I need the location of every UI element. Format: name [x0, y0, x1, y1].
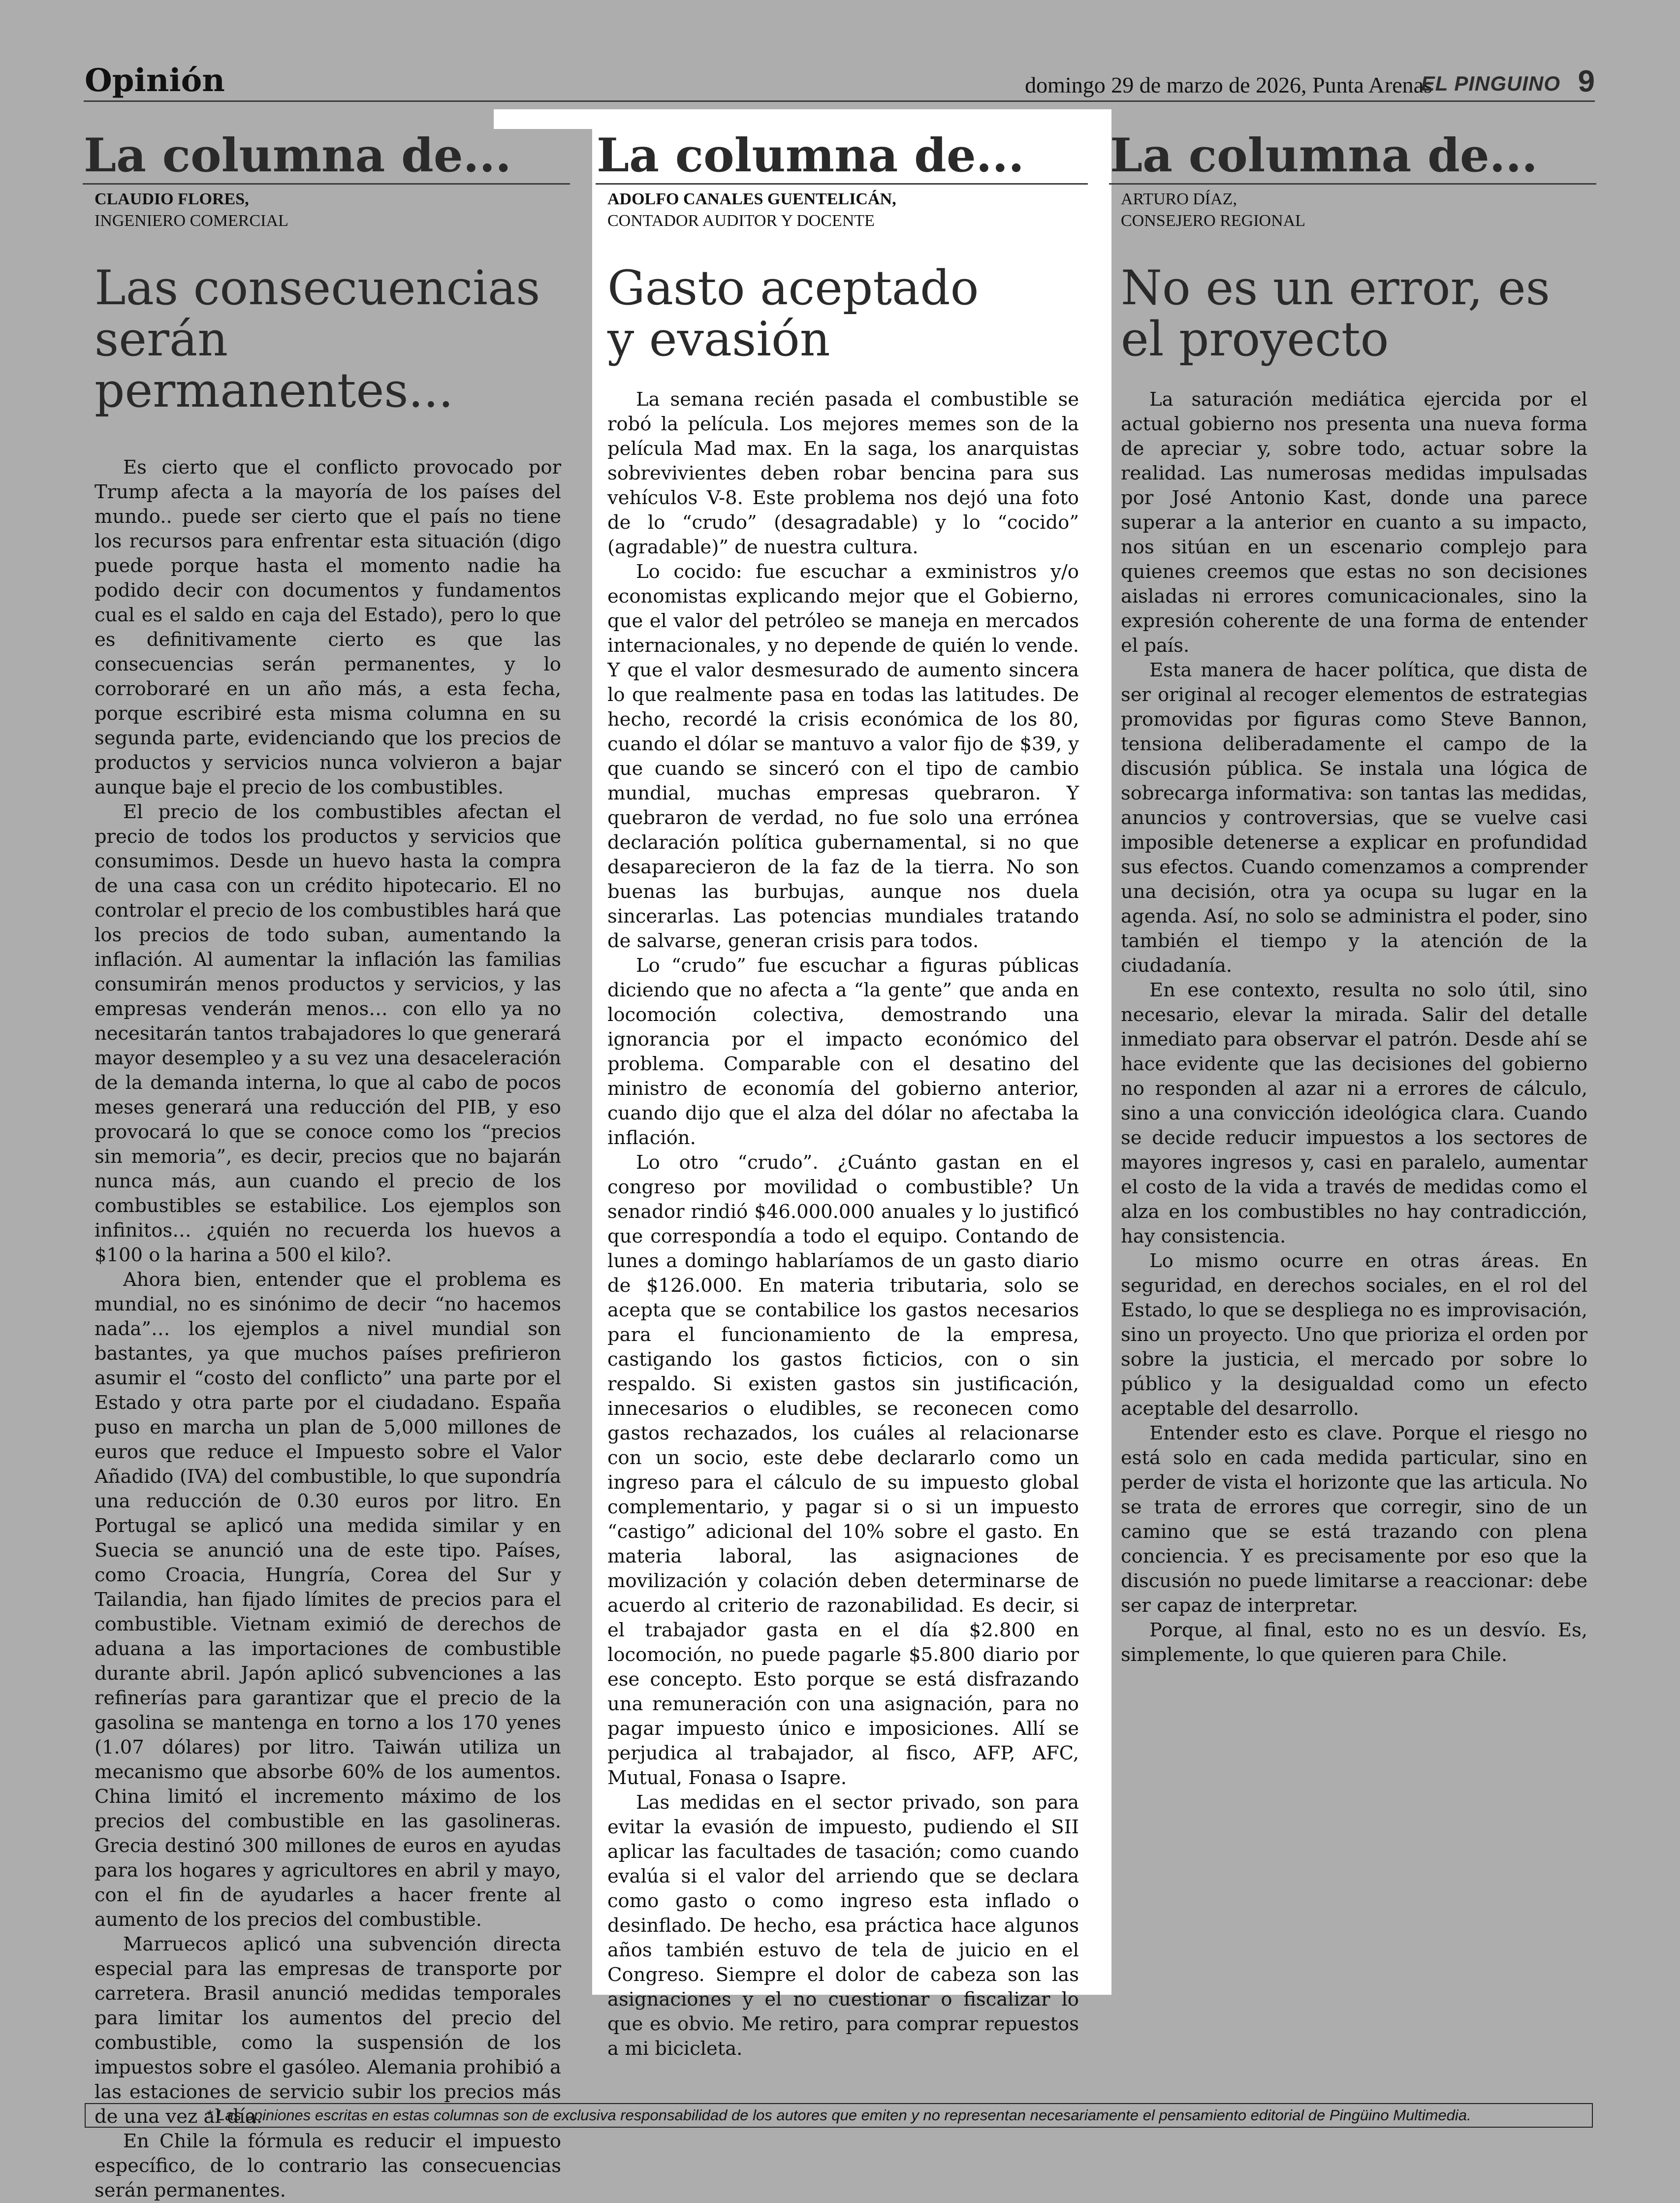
article-body	[1121, 387, 1587, 1667]
paragraph: En Chile la fórmula es reducir el impuesto específico, de lo contrario las consecuencias serán permanentes.	[95, 2130, 561, 2202]
paragraph: Esta manera de hacer política, que dista de ser original al recoger elementos de estrategias promovidas por figuras como Steve Bannon, tensiona deliberadamente el campo de la discusión pública. Se instala una lógica de sobrecarga informativa: son tantas las medidas, anuncios y controversias, que se vuelve casi imposible detenerse a explicar en profundidad sus efectos. Cuando comenzamos a comprender una decisión, otra ya ocupa su lugar en la agenda. Así, no solo se administra el poder, sino también el tiempo y la atención de la ciudadanía.	[1121, 659, 1587, 977]
column-2	[596, 128, 1088, 2061]
paragraph: La saturación mediática ejercida por el actual gobierno nos presenta una nueva forma de apreciar y, sobre todo, actuar sobre la realidad. Las numerosas medidas impulsadas por José Antonio Kast, donde una parece superar a la anterior en cuanto a su impacto, nos sitúan en un escenario complejo para quienes creemos que estas no son decisiones aisladas ni errores comunicacionales, sino la expresión coherente de una forma de entender el país.	[1121, 388, 1587, 657]
paragraph: En ese contexto, resulta no solo útil, sino necesario, elevar la mirada. Salir del detalle inmediato para observar el patrón. Desde ahí se hace evidente que las decisiones del gobierno no responden al azar ni a errores de cálculo, sino a una convicción ideológica clara. Cuando se decide reducir impuestos a los sectores de mayores ingresos y, casi en paralelo, aumentar el costo de la vida a través de medidas como el alza en los combustibles no hay contradicción, hay consistencia.	[1121, 979, 1587, 1247]
author-block	[95, 189, 570, 232]
headline: Las consecuencias serán permanentes...	[95, 260, 540, 418]
author-name: ADOLFO CANALES GUENTELICÁN,	[607, 190, 896, 208]
headline: Gasto aceptado y evasión	[607, 260, 979, 367]
paragraph: Es cierto que el conflicto provocado por Trump afecta a la mayoría de los países del mundo.. puede ser cierto que el país no tiene los recursos para enfrentar esta situación (digo puede porque hasta el momento nadie ha podido decir con documentos y fundamentos cual es el saldo en caja del Estado), pero lo que es definitivamente cierto es que las consecuencias serán permanentes, y lo corroboraré en un año más, a esta fecha, porque escribiré esta misma columna en su segunda parte, evidenciando que los precios de productos y servicios nunca volvieron a bajar aunque baje el precio de los combustibles.	[95, 456, 561, 798]
column-kicker: La columna de...	[1109, 128, 1596, 185]
article-body	[95, 455, 561, 2203]
highlight-panel-top	[494, 109, 592, 129]
column-3	[1109, 128, 1596, 1667]
column-kicker: La columna de...	[83, 128, 570, 185]
paragraph: Lo otro “crudo”. ¿Cuánto gastan en el congreso por movilidad o combustible? Un senador rindió $46.000.000 anuales y lo justificó que correspondía a todo el equipo. Contando de lunes a domingo hablaríamos de un gasto diario de $126.000. En materia tributaria, solo se acepta que se contabilice los gastos necesarios para el funcionamiento de la empresa, castigando los gastos ficticios, con o sin respaldo. Si existen gastos sin justificación, innecesarios o eludibles, se reconecen como gastos rechazados, los cuáles al relacionarse con un socio, este debe declararlo como un ingreso para el cálculo de su impuesto global complementario, y pagar si o si un impuesto “castigo” adicional del 10% sobre el gasto. En materia laboral, las asignaciones de movilización y colación deben determinarse de acuerdo al criterio de razonabilidad. Es decir, si el trabajador gasta en el día $2.800 en locomoción, no puede pagarle $5.800 diario por ese concepto. Esto porque se está disfrazando una remuneración con una asignación, para no pagar impuesto único e imposiciones. Allí se perjudica al trabajador, al fisco, AFP, AFC, Mutual, Fonasa o Isapre.	[607, 1151, 1079, 1789]
page-header	[84, 58, 1595, 102]
author-name: CLAUDIO FLORES,	[95, 190, 249, 208]
newspaper-logo: EL PINGUINO	[1421, 72, 1560, 95]
date-location: domingo 29 de marzo de 2026, Punta Arenas	[1025, 72, 1432, 97]
paragraph: La semana recién pasada el combustible se robó la película. Los mejores memes son de la película Mad max. En la saga, los anarquistas sobrevivientes deben robar bencina para sus vehículos V-8. Este problema nos dejó una foto de lo “crudo” (desagradable) y lo “cocido” (agradable)” de nuestra cultura.	[607, 388, 1079, 558]
paragraph: Lo “crudo” fue escuchar a figuras públicas diciendo que no afecta a “la gente” que anda en locomoción colectiva, demostrando una ignorancia por el impacto económico del problema. Comparable con el desatino del ministro de economía del gobierno anterior, cuando dijo que el alza del dólar no afectaba la inflación.	[607, 955, 1079, 1149]
paragraph: Lo cocido: fue escuchar a exministros y/o economistas explicando mejor que el Gobierno, que el valor del petróleo se maneja en mercados internacionales, y no depende de quién lo vende. Y que el valor desmesurado de aumento sincera lo que realmente pasa en todas las latitudes. De hecho, recordé la crisis económica de los 80, cuando el dólar se mantuvo a valor fijo de $39, y que cuando se sinceró con el tipo de cambio mundial, muchas empresas quebraron. Y quebraron de verdad, no fue solo una errónea declaración política gubernamental, si no que desaparecieron de la faz de la tierra. No son buenas las burbujas, aunque nos duela sincerarlas. Las potencias mundiales tratando de salvarse, generan crisis para todos.	[607, 561, 1079, 952]
column-kicker: La columna de...	[596, 128, 1088, 185]
headline: No es un error, es el proyecto	[1121, 260, 1550, 367]
paragraph: Las medidas en el sector privado, son para evitar la evasión de impuesto, pudiendo el SII aplicar las facultades de tasación; como cuando evalúa si el valor del arriendo que se declara como gasto o como ingreso esta inflado o desinflado. De hecho, esa práctica hace algunos años también estuvo de tela de juicio en el Congreso. Siempre el dolor de cabeza son las asignaciones y el no cuestionar o fiscalizar lo que es obvio. Me retiro, para comprar repuestos a mi bicicleta.	[607, 1791, 1079, 2060]
disclaimer-box: * Las opiniones escritas en estas columnas son de exclusiva responsabilidad de los autores que emiten y no representan necesariamente el pensamiento editorial de Pingüino Multimedia.	[85, 2103, 1593, 2128]
article-body	[607, 387, 1079, 2061]
paragraph: Marruecos aplicó una subvención directa especial para las empresas de transporte por carretera. Brasil anunció medidas temporales para limitar los aumentos del precio del combustible, como la suspensión de los impuestos sobre el gasóleo. Alemania prohibió a las estaciones de servicio subir los precios más de una vez al día.	[95, 1933, 561, 2128]
author-title: CONSEJERO REGIONAL	[1121, 212, 1305, 230]
section-title: Opinión	[85, 62, 225, 99]
author-title: CONTADOR AUDITOR Y DOCENTE	[607, 212, 875, 230]
author-title: INGENIERO COMERCIAL	[95, 212, 288, 230]
author-block	[1121, 189, 1596, 232]
page-number: 9	[1578, 64, 1595, 98]
paragraph: Lo mismo ocurre en otras áreas. En seguridad, en derechos sociales, en el rol del Estado, lo que se despliega no es improvisación, sino un proyecto. Uno que prioriza el orden por sobre la justicia, el mercado por sobre lo público y la desigualdad como un efecto aceptable del desarrollo.	[1121, 1250, 1587, 1420]
paragraph: El precio de los combustibles afectan el precio de todos los productos y servicios que consumimos. Desde un huevo hasta la compra de una casa con un crédito hipotecario. El no controlar el precio de los combustibles hará que los precios de todo suban, aumentando la inflación. Al aumentar la inflación las familias consumirán menos productos y servicios, y las empresas venderán menos… con ello ya no necesitarán tantos trabajadores lo que generará mayor desempleo y a su vez una desaceleración de la demanda interna, lo que al cabo de pocos meses generará una reducción del PIB, y eso provocará lo que se conoce como los “precios sin memoria”, es decir, precios que no bajarán nunca más, aun cuando el precio de los combustibles se estabilice. Los ejemplos son infinitos… ¿quién no recuerda los huevos a $100 o la harina a 500 el kilo?.	[95, 801, 561, 1266]
paragraph: Porque, al final, esto no es un desvío. Es, simplemente, lo que quieren para Chile.	[1121, 1619, 1587, 1666]
author-block	[607, 189, 1088, 232]
column-1	[83, 128, 570, 2203]
paragraph: Ahora bien, entender que el problema es mundial, no es sinónimo de decir “no hacemos nada”… los ejemplos a nivel mundial son bastantes, ya que muchos países prefirieron asumir el “costo del conflicto” una parte por el Estado y otra parte por el ciudadano. España puso en marcha un plan de 5,000 millones de euros que reduce el Impuesto sobre el Valor Añadido (IVA) del combustible, lo que supondría una reducción de 0.30 euros por litro. En Portugal se aplicó una medida similar y en Suecia se anunció una de este tipo. Países, como Croacia, Hungría, Corea del Sur y Tailandia, han fijado límites de precios para el combustible. Vietnam eximió de derechos de aduana a las importaciones de combustible durante abril. Japón aplicó subvenciones a las refinerías para garantizar que el precio de la gasolina se mantenga en torno a los 170 yenes (1.07 dólares) por litro. Taiwán utiliza un mecanismo que absorbe 60% de los aumentos. China limitó el incremento máximo de los precios del combustible en las gasolineras. Grecia destinó 300 millones de euros en ayudas para los hogares y agricultores en abril y mayo, con el fin de ayudarles a hacer frente al aumento de los precios del combustible.	[95, 1269, 561, 1931]
paragraph: Entender esto es clave. Porque el riesgo no está solo en cada medida particular, sino en perder de vista el horizonte que las articula. No se trata de errores que corregir, sino de un camino que se está trazando con plena conciencia. Y es precisamente por eso que la discusión no puede limitarse a reaccionar: debe ser capaz de interpretar.	[1121, 1422, 1587, 1617]
author-name: ARTURO DÍAZ,	[1121, 190, 1237, 208]
